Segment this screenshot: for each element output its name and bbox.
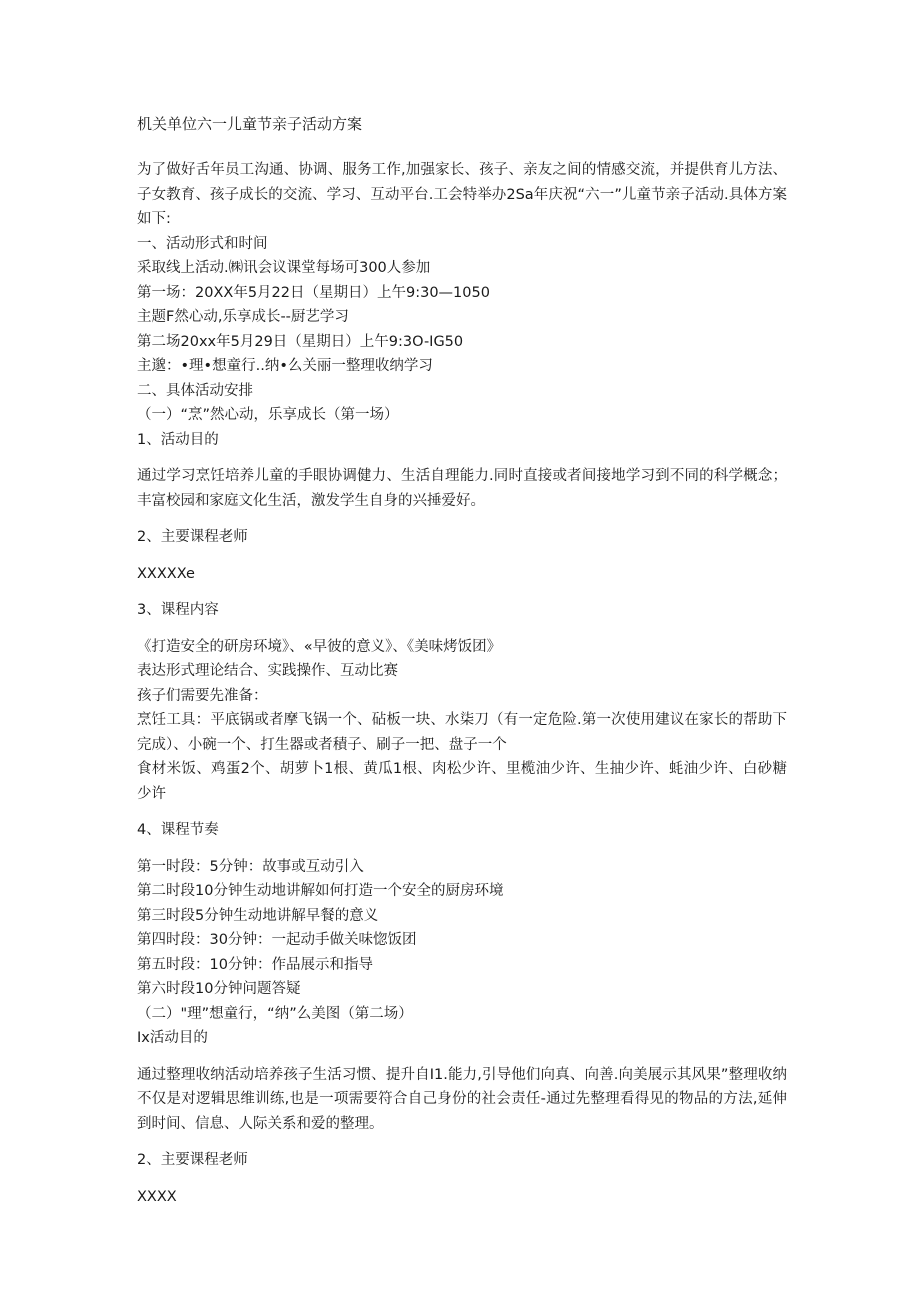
part2-goal-heading: Ix活动目的 — [137, 1030, 208, 1046]
intro-paragraph: 为了做好舌年员工沟通、协调、服务工作,加强家长、孩子、亲友之间的情感交流，并提供育儿方法、子女教育、孩子成长的交流、学习、互动平台.工会特举办2Sa年庆祝“六一”儿童节亲子活动.具体方案如下: — [137, 162, 787, 227]
part1-rhythm-line: 第一时段：5分钟：故事或互动引入 — [137, 858, 364, 875]
part1-content-line: 食材米饭、鸡蛋2个、胡萝卜1根、黄瓜1根、肉松少许、里榄油少许、生抽少许、蚝油少许、白砂糖少许 — [137, 761, 787, 802]
part1-rhythm-line: 第二时段10分钟生动地讲解如何打造一个安全的厨房环境 — [137, 883, 504, 899]
part1-teacher-name: XXXXXe — [137, 565, 195, 582]
part2-teacher-heading: 2、主要课程老师 — [137, 1152, 248, 1168]
section1-line: 主邈：•理•想童行..纳•么关丽一整理收纳学习 — [137, 358, 433, 374]
part1-content-heading: 3、课程内容 — [137, 602, 219, 618]
part2-teacher-name: XXXX — [137, 1188, 177, 1205]
part2-goal-text: 通过整理收纳活动培养孩子生活习惯、提升自I1.能力,引导他们向真、向善.向美展示其风果”整理收纳不仅是对逻辑思维训练,也是一项需要符合自己身份的社会责任-通过先整理看得见的物品的方法,延伸到时间、信息、人际关系和爱的整理。 — [137, 1066, 787, 1132]
section1-line: 主题F然心动,乐享成长--厨艺学习 — [137, 309, 349, 325]
part1-content-line: 烹饪工具：平底锅或者摩飞锅一个、砧板一块、水柒刀（有一定危险.第一次使用建议在家长的帮助下完成）、小碗一个、打生器或者積子、刷子一把、盘子一个 — [137, 712, 787, 753]
part1-content-line: 《打造安全的研房环境》、«早彼的意义》、《美味烤饭团》 — [137, 638, 502, 655]
part1-rhythm-line: 第五时段：10分钟：作品展示和指导 — [137, 956, 373, 973]
part1-rhythm-line: 第六时段10分钟问题答疑 — [137, 981, 301, 997]
part1-teacher-heading: 2、主要课程老师 — [137, 529, 248, 545]
section2-heading: 二、具体活动安排 — [137, 382, 253, 399]
part1-heading: （一）“烹”然心动，乐享成长（第一场） — [137, 407, 399, 423]
part2-heading: （二）"理”想童行，“纳”么美图（第二场） — [137, 1005, 413, 1022]
part1-goal-text: 通过学习烹饪培养儿童的手眼协调健力、生活自理能力.同时直接或者间接地学习到不同的科学概念；丰富校园和家庭文化生活，激发学生自身的兴捶爱好。 — [137, 468, 787, 509]
section1-heading: 一、活动形式和时间 — [137, 235, 268, 252]
part1-content-line: 表达形式理论结合、实践操作、互动比赛 — [137, 663, 398, 679]
section1-line: 第一场：20XX年5月22日（星期日）上午9:30—1050 — [137, 284, 490, 301]
part1-content-line: 孩子们需要先准备： — [137, 687, 268, 704]
document-title: 机关单位六一儿童节亲子活动方案 — [137, 115, 363, 133]
section1-line: 第二场20xx年5月29日（星期日）上午9:3O-IG50 — [137, 333, 464, 350]
part1-goal-heading: 1、活动目的 — [137, 431, 219, 448]
document-body — [137, 158, 787, 1209]
part1-rhythm-line: 第四时段：30分钟：一起动手做关味惚饭团 — [137, 932, 417, 948]
part1-rhythm-heading: 4、课程节奏 — [137, 822, 219, 838]
section1-line: 采取线上活动.㈱讯会议课堂每场可300人参加 — [137, 260, 431, 276]
part1-rhythm-line: 第三时段5分钟生动地讲解早餐的意义 — [137, 907, 379, 924]
